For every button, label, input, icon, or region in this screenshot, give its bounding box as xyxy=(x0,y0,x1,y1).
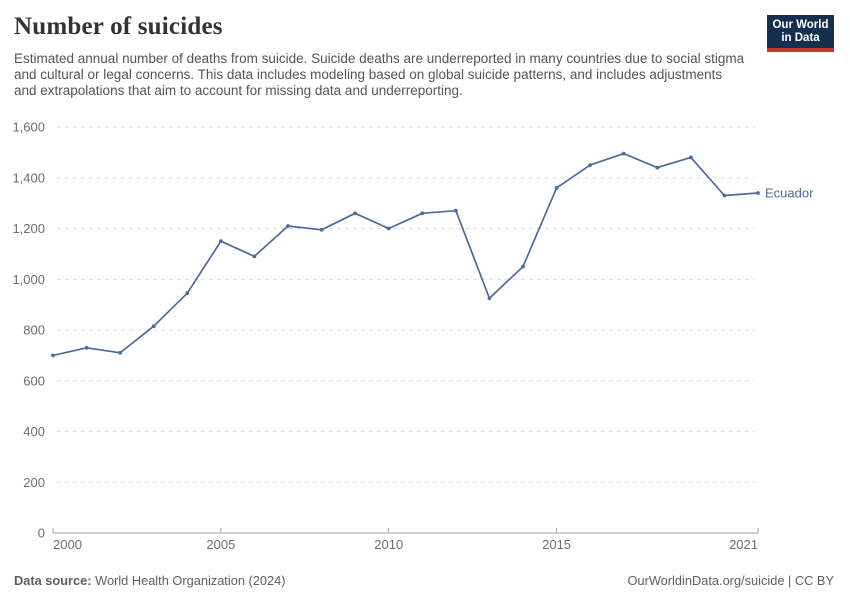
data-point[interactable] xyxy=(152,324,156,328)
y-tick-label: 1,400 xyxy=(12,170,45,186)
data-point[interactable] xyxy=(454,209,458,213)
x-tick-label: 2010 xyxy=(374,537,404,552)
data-point[interactable] xyxy=(253,255,257,259)
y-tick-label: 0 xyxy=(37,525,45,541)
y-tick-label: 200 xyxy=(23,474,45,490)
data-point[interactable] xyxy=(521,265,525,269)
data-source-value: World Health Organization (2024) xyxy=(95,573,286,588)
data-point[interactable] xyxy=(219,239,223,243)
owid-logo-line2: in Data xyxy=(781,32,820,44)
data-point[interactable] xyxy=(118,351,122,355)
chart-subtitle: Estimated annual number of deaths from suicide. Suicide deaths are underreported in many countries due to social stigma and cultural or legal concerns. This data includes modeling based on global suicide patterns, and includes adjustments and extrapolations that aim to account for missing data and underreporting. xyxy=(14,51,745,98)
series-line[interactable] xyxy=(53,154,758,356)
data-point[interactable] xyxy=(655,166,659,170)
data-point[interactable] xyxy=(756,191,760,195)
data-point[interactable] xyxy=(488,296,492,300)
x-tick-label: 2015 xyxy=(542,537,572,552)
y-tick-label: 1,200 xyxy=(12,221,45,236)
data-point[interactable] xyxy=(387,227,391,231)
y-tick-label: 400 xyxy=(23,424,45,439)
data-point[interactable] xyxy=(555,186,559,190)
x-tick-label: 2005 xyxy=(206,537,236,552)
chart-footer xyxy=(14,573,834,588)
entity-label[interactable]: Ecuador xyxy=(765,185,814,201)
y-tick-label: 1,000 xyxy=(12,271,45,287)
data-point[interactable] xyxy=(622,152,626,156)
x-tick-label: 2000 xyxy=(53,537,82,552)
data-point[interactable] xyxy=(320,228,324,232)
data-source xyxy=(14,573,286,588)
data-point[interactable] xyxy=(286,224,290,228)
data-point[interactable] xyxy=(689,156,693,160)
data-source-label: Data source: xyxy=(14,573,92,588)
data-point[interactable] xyxy=(588,163,592,167)
data-point[interactable] xyxy=(51,354,55,358)
data-point[interactable] xyxy=(85,346,89,350)
owid-logo-line1: Our World xyxy=(772,19,829,31)
data-point[interactable] xyxy=(353,211,357,215)
license-link[interactable]: OurWorldinData.org/suicide | CC BY xyxy=(627,573,834,588)
data-point[interactable] xyxy=(723,194,727,198)
y-tick-label: 600 xyxy=(23,373,45,389)
data-point[interactable] xyxy=(420,211,424,215)
y-tick-label: 800 xyxy=(23,322,45,338)
x-tick-label: 2021 xyxy=(729,537,758,552)
data-point[interactable] xyxy=(185,291,189,295)
page-title: Number of suicides xyxy=(14,13,223,40)
y-tick-label: 1,600 xyxy=(12,119,45,135)
